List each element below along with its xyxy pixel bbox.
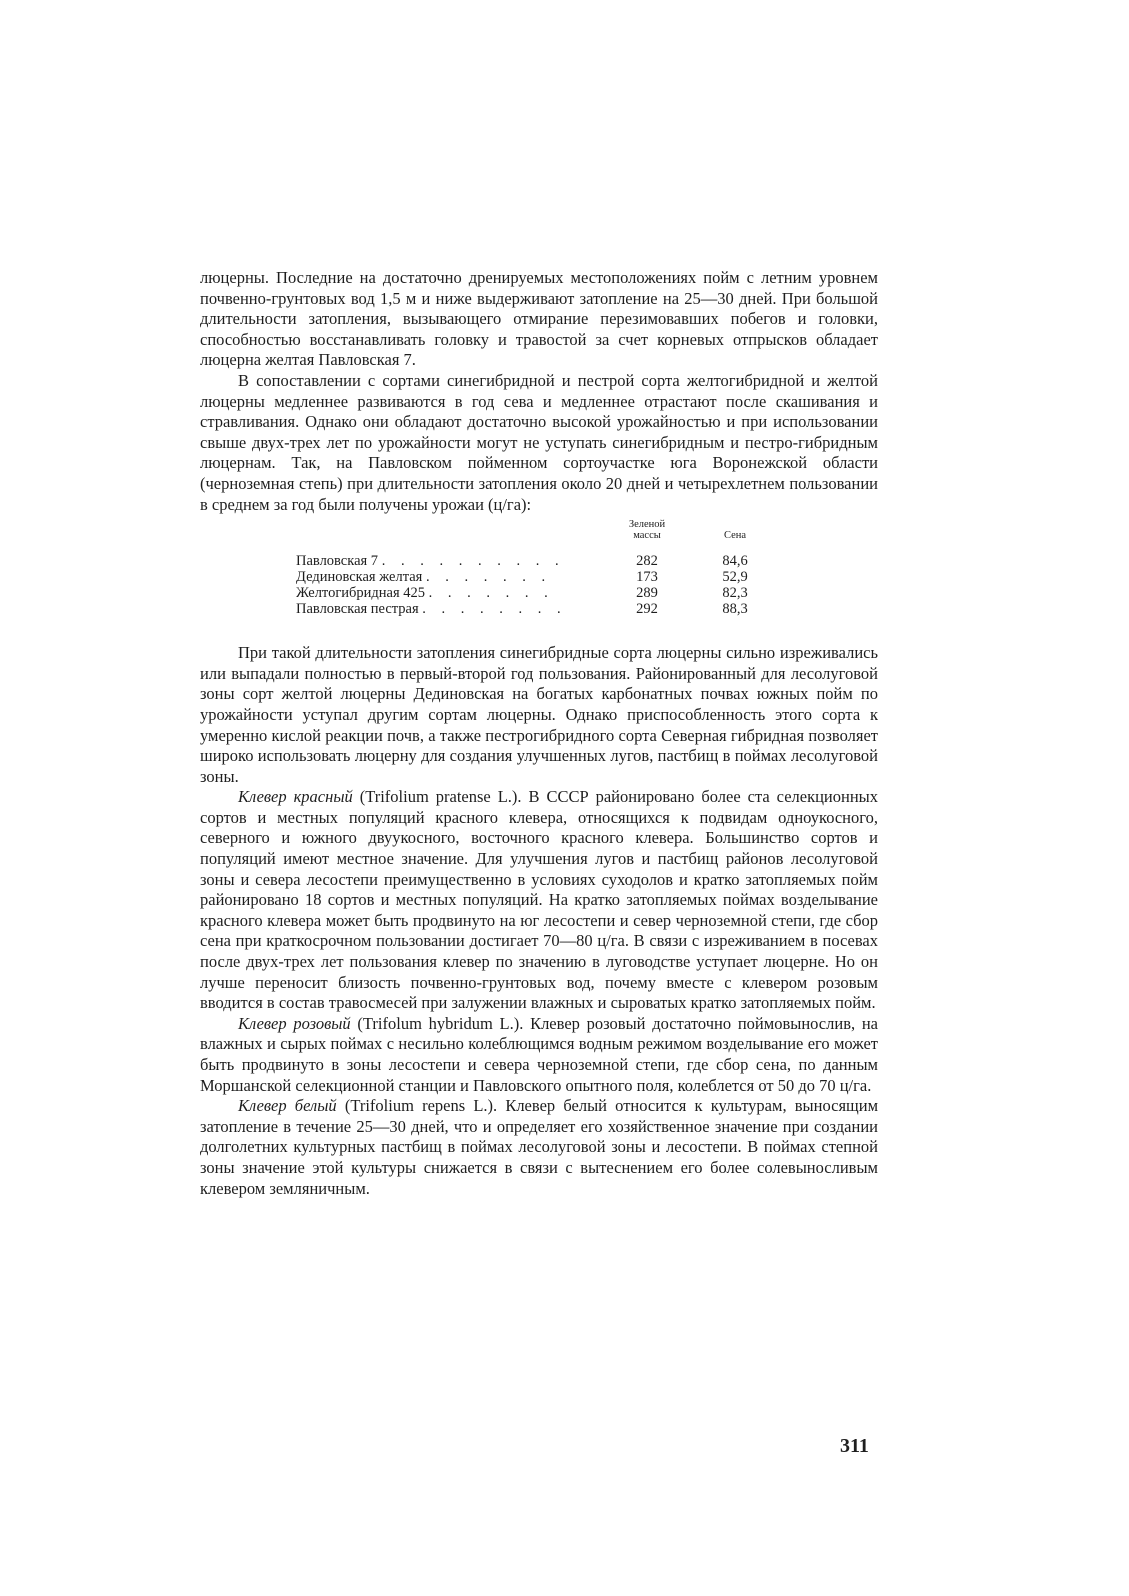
yield-table	[296, 519, 794, 617]
header-name	[296, 519, 618, 553]
variety-name: Павловская 7 . . . . . . . . . .	[296, 553, 565, 570]
clover-pink-text: (Trifolum hybridum L.). Клевер розовый достаточно поймовынослив, на влажных и сырых поймах с несильно колеблющимся водным режимом возделывание его может быть продвинуто в зоны лесостепи и севера черноземной степи, где сбор сена, по данным Моршанской селекционной станции и Павловского опытного поля, колеблется от 50 до 70 ц/га.	[200, 1013, 878, 1095]
yield-table-header	[296, 519, 794, 553]
hay-value: 52,9	[722, 569, 748, 586]
header-hay: Сена	[723, 530, 747, 542]
text-column	[200, 268, 878, 1199]
table-row	[296, 601, 794, 617]
variety-name: Павловская пестрая . . . . . . . .	[296, 601, 567, 618]
paragraph-lucerne-comparison: В сопоставлении с сортами синегибридной и пестрой сорта желтогибридной и желтой люцерны медленнее развиваются в год сева и медленнее отрастают после скашивания и стравливания. Однако они обладают достаточно высокой урожайностью и при использовании свыше двух-трех лет по урожайности могут не уступать синегибридным и пестро-гибридным люцернам. Так, на Павловском пойменном сортоучастке юга Воронежской области (черноземная степь) при длительности затопления около 20 дней и четырехлетнем пользовании в среднем за год были получены урожаи (ц/га):	[200, 370, 878, 514]
green-mass-value: 289	[636, 585, 658, 602]
hay-value: 88,3	[722, 601, 748, 618]
table-row	[296, 569, 794, 585]
paragraph-lucerne-intro: люцерны. Последние на достаточно дренируемых местоположениях пойм с летним уровнем почвенно-грунтовых вод 1,5 м и ниже выдерживают затопление на 25—30 дней. При большой длительности затопления, вызывающего отмирание перезимовавших побегов и головки, способностью восстанавливать головку и травостой за счет корневых отпрысков обладает люцерна желтая Павловская 7.	[200, 268, 878, 370]
clover-red-title: Клевер красный	[238, 787, 353, 807]
variety-name: Дединовская желтая . . . . . . .	[296, 569, 552, 586]
hay-value: 82,3	[722, 585, 748, 602]
paragraph-clover-red	[200, 787, 878, 1014]
green-mass-value: 282	[636, 553, 658, 570]
page-number: 311	[840, 1435, 869, 1457]
paragraph-clover-white	[200, 1096, 878, 1199]
clover-pink-title: Клевер розовый	[238, 1013, 351, 1033]
table-row	[296, 553, 794, 569]
paragraph-after-table: При такой длительности затопления синегибридные сорта люцерны сильно изреживались или выпадали полностью в первый-второй год пользования. Районированный для лесолуговой зоны сорт желтой люцерны Дединовская на богатых карбонатных почвах южных пойм по урожайности уступал другим сортам люцерны. Однако приспособленность этого сорта к умеренно кислой реакции почв, а также пестрогибридного сорта Северная гибридная позволяет широко использовать люцерну для создания улучшенных лугов, пастбищ в поймах лесолуговой зоны.	[200, 643, 878, 786]
clover-red-text: (Trifolium pratense L.). В СССР районировано более ста селекционных сортов и местных популяций красного клевера, относящихся к подвидам одноукосного, северного и южного двуукосного, восточного красного клевера. Большинство сортов и популяций имеют местное значение. Для улучшения лугов и пастбищ районов лесолуговой зоны и севера лесостепи преимущественно в условиях суходолов и кратко затопляемых пойм районировано 18 сортов и местных популяций. На кратко затопляемых поймах возделывание красного клевера может быть продвинуто на юг лесостепи и север черноземной степи, где сбор сена при краткосрочном пользовании достигает 70—80 ц/га. В связи с изреживанием в посевах после двух-трех лет пользования клевер по значению в луговодстве уступает люцерне. Но он лучше переносит близость почвенно-грунтовых вод, почему вместе с клевером розовым вводится в состав травосмесей при залужении влажных и сыроватых кратко затопляемых пойм.	[200, 787, 878, 1013]
header-green-mass: Зеленой массы	[628, 519, 666, 542]
clover-white-text: (Trifolium repens L.). Клевер белый относится к культурам, выносящим затопление в течение 25—30 дней, что и определяет его хозяйственное значение при создании долголетних культурных пастбищ в поймах лесолуговой зоны и лесостепи. В поймах степной зоны значение этой культуры снижается в связи с вытеснением его более солевыносливым клевером земляничным.	[200, 1096, 879, 1198]
table-row	[296, 585, 794, 601]
green-mass-value: 173	[636, 569, 658, 586]
variety-name: Желтогибридная 425 . . . . . . .	[296, 585, 554, 602]
clover-white-title: Клевер белый	[238, 1096, 337, 1116]
paragraph-clover-pink	[200, 1014, 878, 1096]
green-mass-value: 292	[636, 601, 658, 618]
hay-value: 84,6	[722, 553, 748, 570]
